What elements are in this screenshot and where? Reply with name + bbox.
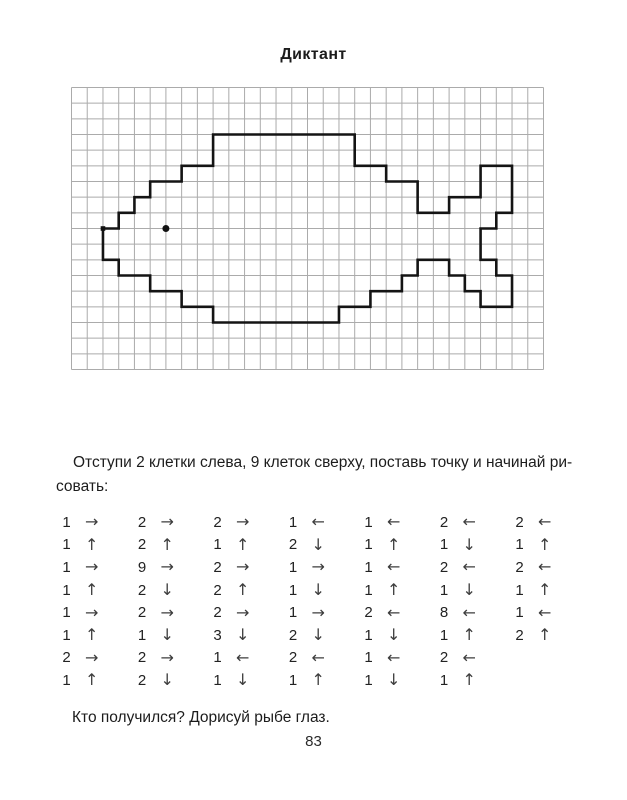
arrow-right-icon: → xyxy=(85,557,99,577)
dictation-grid xyxy=(71,87,545,371)
step-count: 2 xyxy=(439,513,449,531)
dictation-cell xyxy=(128,511,204,534)
dictation-cell xyxy=(52,511,128,534)
step-count: 1 xyxy=(62,604,71,622)
arrow-left-icon: ← xyxy=(538,512,552,532)
arrow-right-icon: → xyxy=(85,647,99,667)
step-count: 1 xyxy=(515,536,524,554)
arrow-down-icon: ↓ xyxy=(311,625,325,645)
step-count: 1 xyxy=(515,581,524,599)
arrow-down-icon: ↓ xyxy=(462,534,476,554)
arrow-left-icon: ← xyxy=(462,647,476,667)
instruction-text xyxy=(56,451,581,499)
arrow-down-icon: ↓ xyxy=(160,580,174,600)
dictation-cell xyxy=(430,624,506,647)
arrow-down-icon: ↓ xyxy=(387,670,401,690)
step-count: 2 xyxy=(137,536,147,554)
arrow-left-icon: ← xyxy=(462,512,476,532)
dictation-cell-empty xyxy=(505,669,581,692)
dictation-cell xyxy=(128,669,204,692)
dictation-cell xyxy=(430,647,506,670)
arrow-right-icon: → xyxy=(85,602,99,622)
dictation-cell xyxy=(52,624,128,647)
arrow-left-icon: ← xyxy=(462,602,476,622)
arrow-left-icon: ← xyxy=(538,557,552,577)
dictation-cell xyxy=(52,647,128,670)
arrow-up-icon: ↑ xyxy=(160,534,174,554)
step-count: 2 xyxy=(137,513,147,531)
question-text: Кто получился? Дорисуй рыбе глаз. xyxy=(72,709,330,726)
dictation-cell xyxy=(52,601,128,624)
dictation-cell xyxy=(279,647,355,670)
dictation-cell xyxy=(354,624,430,647)
step-count: 1 xyxy=(364,649,373,667)
step-count: 1 xyxy=(62,671,71,689)
arrow-up-icon: ↑ xyxy=(538,580,552,600)
step-count: 2 xyxy=(515,513,524,531)
dictation-cell xyxy=(354,601,430,624)
arrow-up-icon: ↑ xyxy=(236,580,250,600)
dictation-cell xyxy=(279,534,355,557)
dictation-cell xyxy=(279,624,355,647)
arrow-up-icon: ↑ xyxy=(462,625,476,645)
dictation-cell xyxy=(128,534,204,557)
arrow-up-icon: ↑ xyxy=(462,670,476,690)
step-count: 1 xyxy=(62,558,71,576)
step-count: 2 xyxy=(62,649,71,667)
dictation-cell xyxy=(52,556,128,579)
arrow-up-icon: ↑ xyxy=(85,534,99,554)
page-title: Диктант xyxy=(280,46,347,63)
step-count: 2 xyxy=(213,581,222,599)
step-count: 1 xyxy=(439,626,449,644)
arrow-left-icon: ← xyxy=(387,512,401,532)
arrow-up-icon: ↑ xyxy=(85,670,99,690)
step-count: 1 xyxy=(364,626,373,644)
arrow-right-icon: → xyxy=(160,512,174,532)
arrow-right-icon: → xyxy=(236,602,250,622)
step-count: 1 xyxy=(288,513,298,531)
arrow-left-icon: ← xyxy=(311,512,325,532)
dictation-cell xyxy=(128,647,204,670)
dictation-cell-empty xyxy=(505,647,581,670)
step-count: 2 xyxy=(288,626,298,644)
step-count: 1 xyxy=(213,649,222,667)
dictation-cell xyxy=(279,601,355,624)
step-count: 2 xyxy=(288,649,298,667)
fish-eye-dot xyxy=(162,225,169,232)
dictation-cell xyxy=(354,579,430,602)
dictation-cell xyxy=(128,601,204,624)
step-count: 2 xyxy=(439,558,449,576)
step-count: 1 xyxy=(213,536,222,554)
arrow-right-icon: → xyxy=(85,512,99,532)
dictation-cell xyxy=(354,534,430,557)
arrow-down-icon: ↓ xyxy=(160,670,174,690)
dictation-cell xyxy=(52,579,128,602)
step-count: 1 xyxy=(62,513,71,531)
dictation-cell xyxy=(430,669,506,692)
arrow-left-icon: ← xyxy=(311,647,325,667)
arrow-down-icon: ↓ xyxy=(387,625,401,645)
arrow-left-icon: ← xyxy=(387,602,401,622)
arrow-right-icon: → xyxy=(160,602,174,622)
dictation-cell xyxy=(203,534,279,557)
start-dot xyxy=(101,226,106,231)
step-count: 2 xyxy=(439,649,449,667)
step-count: 1 xyxy=(288,581,298,599)
dictation-cell xyxy=(430,579,506,602)
dictation-cell xyxy=(203,579,279,602)
arrow-left-icon: ← xyxy=(462,557,476,577)
step-count: 1 xyxy=(439,581,449,599)
step-count: 1 xyxy=(439,536,449,554)
step-count: 2 xyxy=(213,513,222,531)
arrow-down-icon: ↓ xyxy=(311,534,325,554)
step-count: 2 xyxy=(137,671,147,689)
arrow-left-icon: ← xyxy=(387,647,401,667)
dictation-cell xyxy=(203,647,279,670)
fish-grid-drawing xyxy=(71,87,545,371)
step-count: 1 xyxy=(288,671,298,689)
dictation-cell xyxy=(505,624,581,647)
dictation-cell xyxy=(52,534,128,557)
arrow-up-icon: ↑ xyxy=(85,580,99,600)
arrow-up-icon: ↑ xyxy=(538,534,552,554)
step-count: 2 xyxy=(137,604,147,622)
arrow-left-icon: ← xyxy=(538,602,552,622)
dictation-cell xyxy=(128,624,204,647)
arrow-up-icon: ↑ xyxy=(387,534,401,554)
arrow-down-icon: ↓ xyxy=(236,625,250,645)
dictation-cell xyxy=(203,624,279,647)
dictation-cell xyxy=(505,534,581,557)
arrow-right-icon: → xyxy=(311,557,325,577)
arrow-down-icon: ↓ xyxy=(311,580,325,600)
dictation-cell xyxy=(430,556,506,579)
step-count: 2 xyxy=(137,581,147,599)
dictation-cell xyxy=(203,601,279,624)
dictation-cell xyxy=(354,556,430,579)
step-count: 2 xyxy=(288,536,298,554)
dictation-cell xyxy=(52,669,128,692)
arrow-down-icon: ↓ xyxy=(236,670,250,690)
step-count: 1 xyxy=(288,558,298,576)
arrow-down-icon: ↓ xyxy=(462,580,476,600)
instruction-line-1: Отступи 2 клетки слева, 9 клеток сверху, поставь точку и начинай ри- xyxy=(73,454,573,471)
dictation-cell xyxy=(505,511,581,534)
step-count: 1 xyxy=(364,671,373,689)
dictation-cell xyxy=(354,511,430,534)
dictation-cell xyxy=(354,669,430,692)
dictation-cell xyxy=(203,511,279,534)
step-count: 2 xyxy=(515,558,524,576)
step-count: 1 xyxy=(364,513,373,531)
arrow-up-icon: ↑ xyxy=(85,625,99,645)
step-count: 2 xyxy=(137,649,147,667)
arrow-right-icon: → xyxy=(311,602,325,622)
dictation-cell xyxy=(203,556,279,579)
arrow-right-icon: → xyxy=(236,557,250,577)
dictation-table xyxy=(52,511,581,692)
dictation-cell xyxy=(279,669,355,692)
step-count: 3 xyxy=(213,626,222,644)
step-count: 2 xyxy=(364,604,373,622)
step-count: 1 xyxy=(288,604,298,622)
dictation-cell xyxy=(203,669,279,692)
dictation-cell xyxy=(279,556,355,579)
dictation-cell xyxy=(279,511,355,534)
dictation-cell xyxy=(505,579,581,602)
step-count: 2 xyxy=(213,558,222,576)
dictation-cell xyxy=(430,511,506,534)
arrow-right-icon: → xyxy=(160,557,174,577)
dictation-cell xyxy=(430,601,506,624)
arrow-up-icon: ↑ xyxy=(311,670,325,690)
arrow-left-icon: ← xyxy=(236,647,250,667)
dictation-cell xyxy=(279,579,355,602)
arrow-left-icon: ← xyxy=(387,557,401,577)
page-number: 83 xyxy=(305,733,322,750)
step-count: 1 xyxy=(62,626,71,644)
arrow-up-icon: ↑ xyxy=(387,580,401,600)
step-count: 1 xyxy=(439,671,449,689)
grid-lines xyxy=(72,88,544,370)
step-count: 9 xyxy=(137,558,147,576)
step-count: 1 xyxy=(137,626,147,644)
step-count: 1 xyxy=(364,558,373,576)
step-count: 2 xyxy=(515,626,524,644)
dictation-cell xyxy=(505,601,581,624)
dictation-cell xyxy=(430,534,506,557)
step-count: 1 xyxy=(515,604,524,622)
instruction-line-2: совать: xyxy=(56,478,109,495)
dictation-cell xyxy=(128,579,204,602)
step-count: 1 xyxy=(364,581,373,599)
dictation-cell xyxy=(128,556,204,579)
step-count: 8 xyxy=(439,604,449,622)
dictation-cell xyxy=(354,647,430,670)
step-count: 1 xyxy=(62,581,71,599)
arrow-right-icon: → xyxy=(160,647,174,667)
arrow-up-icon: ↑ xyxy=(538,625,552,645)
dictation-cell xyxy=(505,556,581,579)
step-count: 2 xyxy=(213,604,222,622)
arrow-down-icon: ↓ xyxy=(160,625,174,645)
arrow-right-icon: → xyxy=(236,512,250,532)
step-count: 1 xyxy=(213,671,222,689)
step-count: 1 xyxy=(364,536,373,554)
step-count: 1 xyxy=(62,536,71,554)
arrow-up-icon: ↑ xyxy=(236,534,250,554)
